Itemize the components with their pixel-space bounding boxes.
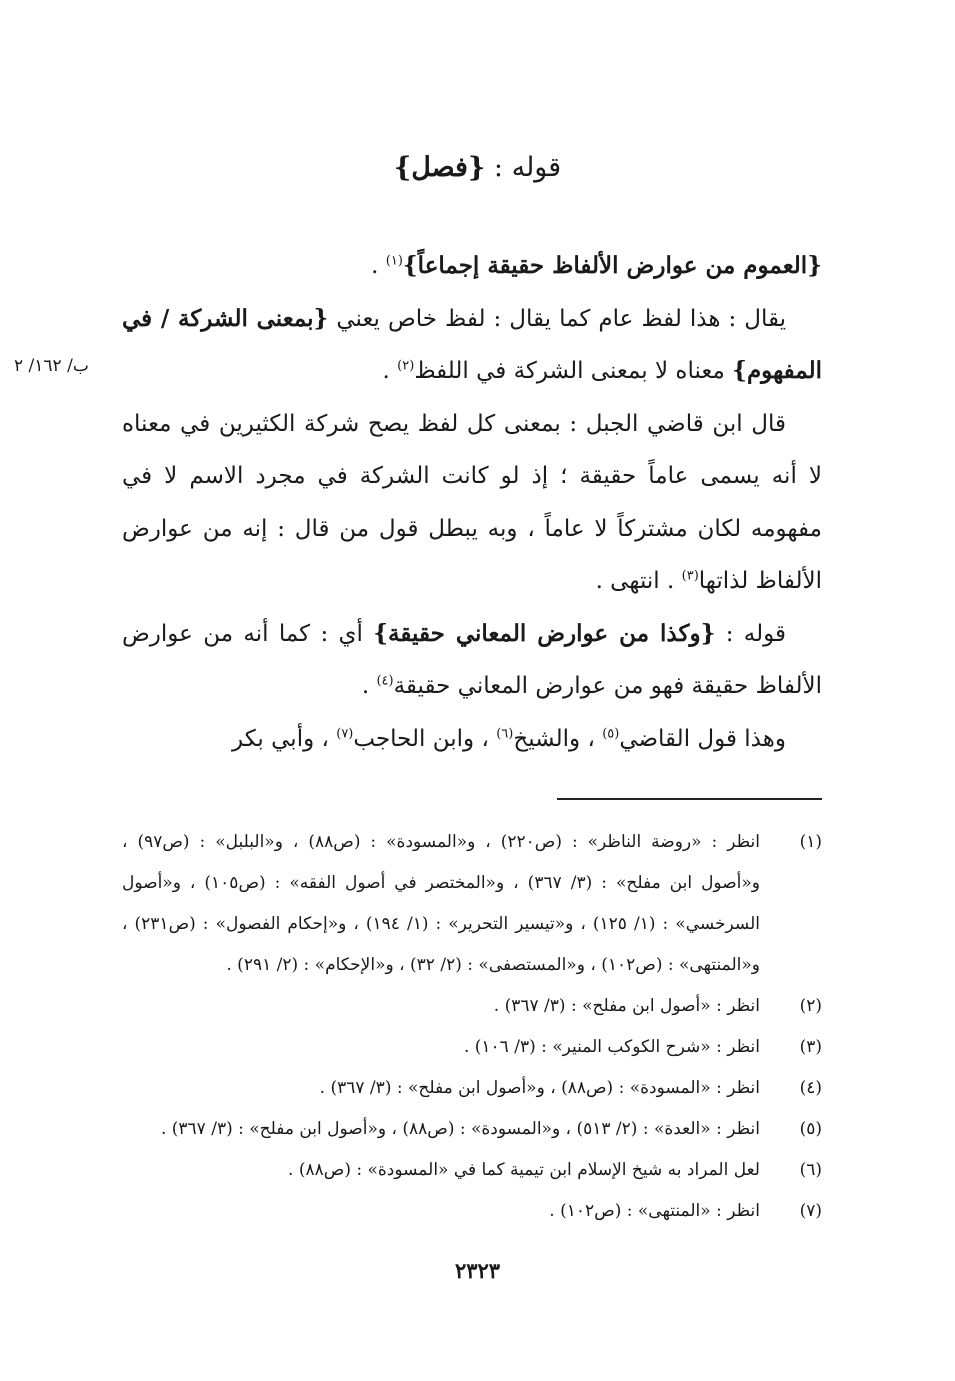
footnote-item: [122, 986, 822, 1027]
footnote-marker[interactable]: (٢): [397, 358, 415, 374]
footnote-marker[interactable]: (١): [385, 253, 403, 269]
commentary-text: يقال : هذا لفظ عام كما يقال : لفظ خاص يعني: [328, 305, 786, 332]
paragraph: [122, 398, 822, 608]
footnote-number: (٧): [799, 1201, 822, 1221]
footnote-number: (١): [799, 832, 822, 852]
heading-term: {فصل}: [393, 152, 486, 183]
footnote-text: انظر : «روضة الناظر» : (ص٢٢٠) ، و«المسودة» : (ص٨٨) ، و«البلبل» : (ص٩٧) ، و«أصول ابن مفلح» : (٣/ ٣٦٧) ، و«المختصر في أصول الفقه» : (ص١٠٥) ، و«أصول السرخسي» : (١/ ١٢٥) ، و«تيسير التحرير» : (١/ ١٩٤) ، و«إحكام الفصول» : (ص٢٣١) ، و«المنتهى» : (ص١٠٢) ، و«المستصفى» : (٢/ ٣٢) ، و«الإحكام» : (٢/ ٢٩١) .: [122, 832, 760, 975]
paragraph: [122, 713, 822, 766]
footnote-item: [122, 1068, 822, 1109]
footnote-item: [122, 1109, 822, 1150]
footnotes: [122, 822, 822, 1232]
commentary-text: .: [382, 358, 398, 384]
commentary-text: قال ابن قاضي الجبل : بمعنى كل لفظ يصح شركة الكثيرين في معناه لا أنه يسمى عاماً حقيقة ؛ إذ لو كانت الشركة في مجرد الاسم لا في مفهومه لكان مشتركاً لا عاماً ، وبه يبطل قول من قال : إنه من عوارض الألفاظ لذاتها: [122, 410, 822, 594]
quoted-matn-text: {وكذا من عوارض المعاني حقيقة}: [373, 619, 716, 647]
quoted-matn-text: {العموم من عوارض الألفاظ حقيقة إجماعاً}: [402, 252, 822, 279]
footnote-text: انظر : «شرح الكوكب المنير» : (٣/ ١٠٦) .: [463, 1037, 760, 1057]
section-heading: [0, 148, 955, 188]
footnote-text: انظر : «المسودة» : (ص٨٨) ، و«أصول ابن مفلح» : (٣/ ٣٦٧) .: [319, 1078, 760, 1098]
footnote-text: انظر : «أصول ابن مفلح» : (٣/ ٣٦٧) .: [493, 996, 760, 1016]
footnote-number: (٣): [799, 1037, 822, 1057]
commentary-text: أي : كما أنه من عوارض الألفاظ حقيقة فهو من عوارض المعاني حقيقة: [122, 620, 822, 699]
footnote-item: [122, 1191, 822, 1232]
page-number: ٢٣٢٣: [454, 1258, 501, 1283]
paragraph: [122, 293, 822, 398]
footnote-number: (٢): [799, 996, 822, 1016]
footnote-number: (٥): [799, 1119, 822, 1139]
footnote-marker[interactable]: (٧): [336, 725, 354, 741]
footnote-item: [122, 822, 822, 986]
footnote-text: لعل المراد به شيخ الإسلام ابن تيمية كما في «المسودة» : (ص٨٨) .: [288, 1160, 760, 1180]
footnote-text: انظر : «العدة» : (٢/ ٥١٣) ، و«المسودة» : (ص٨٨) ، و«أصول ابن مفلح» : (٣/ ٣٦٧) .: [160, 1119, 760, 1139]
footnote-separator: [557, 798, 822, 800]
footnote-number: (٤): [799, 1078, 822, 1098]
footnote-marker[interactable]: (٦): [496, 725, 514, 741]
paragraph: [122, 240, 822, 293]
footnote-marker[interactable]: (٣): [681, 568, 699, 584]
heading-prefix: قوله :: [485, 152, 562, 183]
footnote-marker[interactable]: (٥): [602, 725, 620, 741]
footnote-item: [122, 1027, 822, 1068]
commentary-text: معناه لا بمعنى الشركة في اللفظ: [414, 358, 733, 384]
commentary-text: ، وأبي بكر: [232, 725, 337, 752]
footnote-item: [122, 1150, 822, 1191]
commentary-text: ، والشيخ: [513, 725, 603, 752]
manuscript-folio-note: ب/ ١٦٢/ ٢: [14, 356, 89, 376]
commentary-text: .: [371, 253, 386, 279]
commentary-text: . انتهى .: [595, 568, 682, 594]
footnote-text: انظر : «المنتهى» : (ص١٠٢) .: [549, 1201, 760, 1221]
commentary-text: قوله :: [715, 620, 786, 647]
footnote-number: (٦): [799, 1160, 822, 1180]
commentary-text: وهذا قول القاضي: [619, 725, 786, 752]
commentary-text: .: [361, 673, 377, 699]
quoted-matn-text: {بمعنى الشركة / في المفهوم}: [122, 304, 822, 384]
commentary-text: ، وابن الحاجب: [353, 725, 497, 752]
paragraph: [122, 608, 822, 713]
main-text: [122, 240, 822, 765]
footnote-marker[interactable]: (٤): [376, 673, 394, 689]
